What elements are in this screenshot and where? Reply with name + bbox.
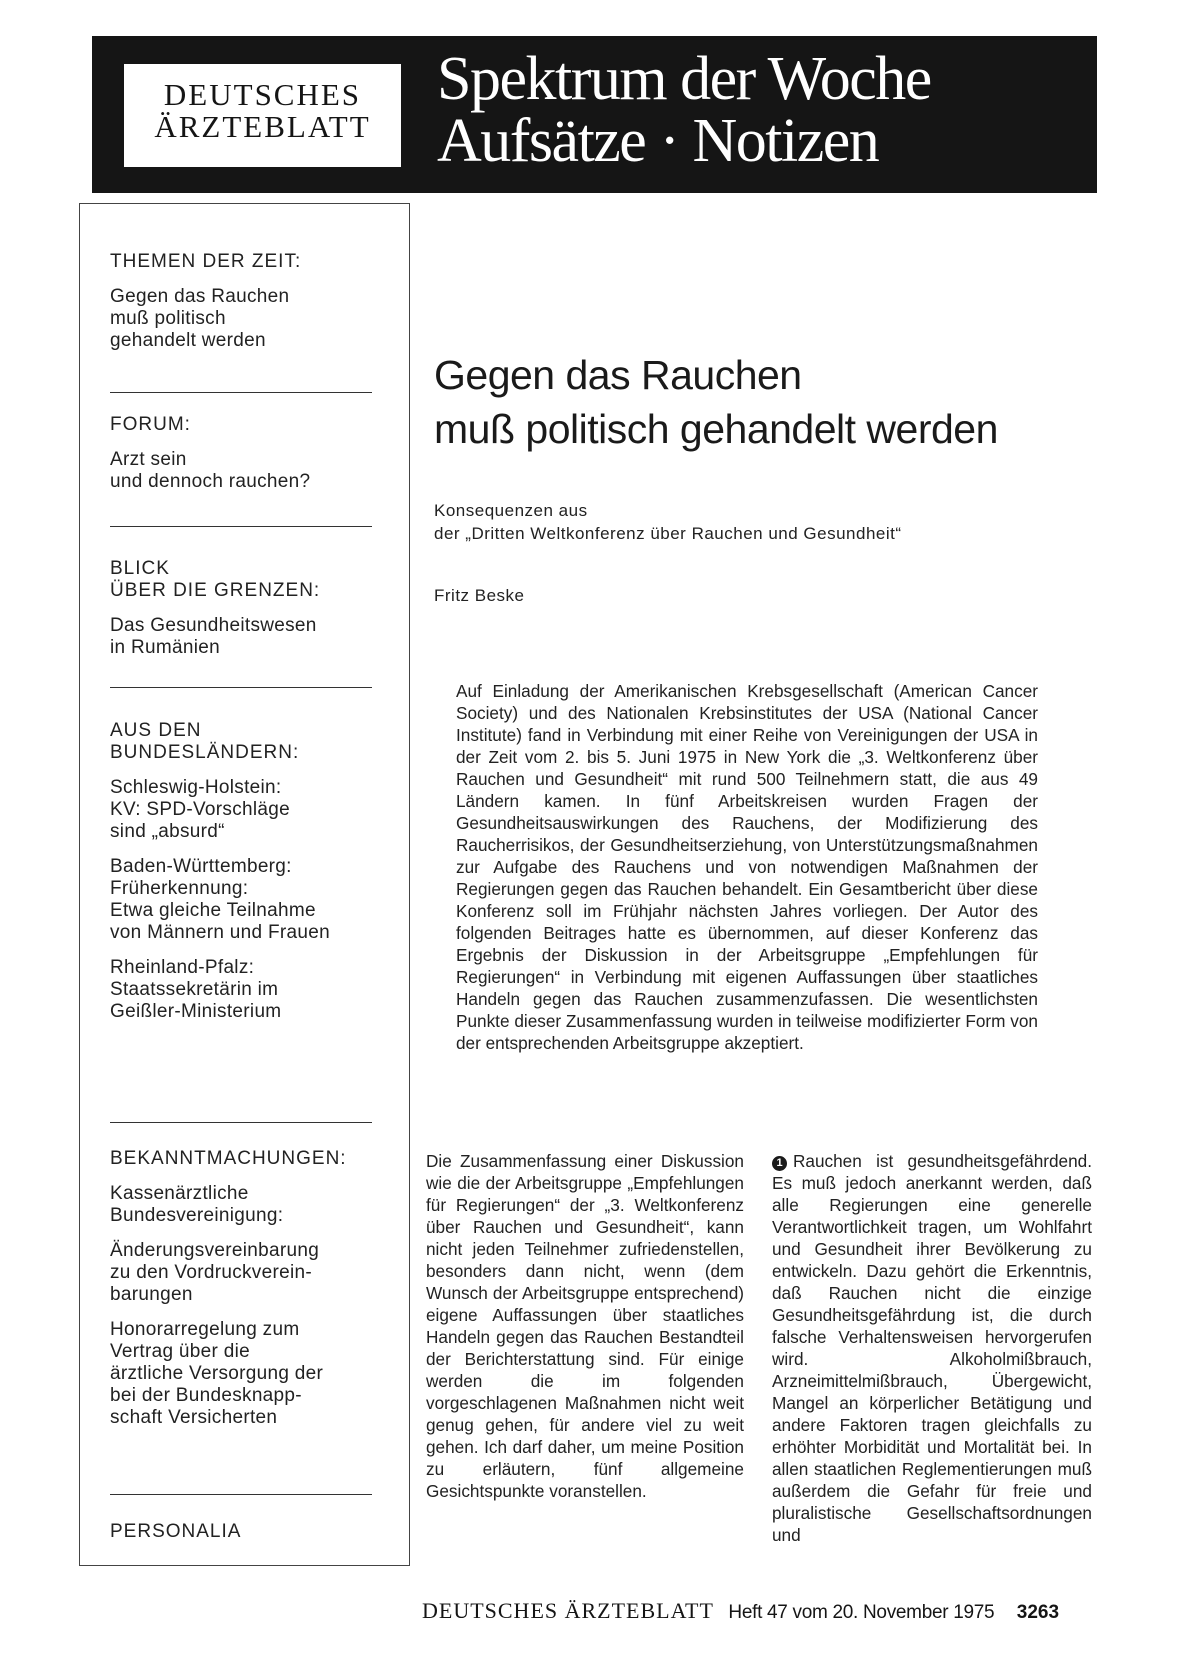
numbered-bullet-icon: 1	[772, 1156, 787, 1171]
sidebar-item[interactable]: Kassenärztliche Bundesvereinigung:	[110, 1183, 284, 1226]
masthead	[92, 36, 1097, 193]
sidebar-heading: BLICK ÜBER DIE GRENZEN:	[110, 558, 321, 601]
article-subtitle: Konsequenzen aus der „Dritten Weltkonferenz über Rauchen und Gesundheit“	[434, 501, 902, 543]
sidebar-section-forum	[110, 414, 400, 493]
article-abstract: Auf Einladung der Amerikanischen Krebsgesellschaft (American Cancer Society) und des Nationalen Krebsinstitutes der USA (National Cancer Institute) fand in Verbindung mit einer Reihe von Vereinigungen der USA in der Zeit vom 2. bis 5. Juni 1975 in New York die „3. Weltkonferenz über Rauchen und Gesundheit“ mit rund 500 Teilnehmern statt, die aus 49 Ländern kamen. In fünf Arbeitskreisen wurden Fragen der Gesundheitsauswirkungen des Rauchens, der Modifizierung des Raucherrisikos, der Gesundheitserziehung, von Unterstützungsmaßnahmen zur Aufgabe des Rauchens und von notwendigen Maßnahmen der Regierungen gegen das Rauchen behandelt. Ein Gesamtbericht über diese Konferenz soll im Frühjahr nächsten Jahres vorliegen. Der Autor des folgenden Beitrages hatte es übernommen, auf dieser Konferenz das Ergebnis der Diskussion in der Arbeitsgruppe „Empfehlungen für Regierungen“ in Verbindung mit eigenen Auffassungen über staatliches Handeln gegen das Rauchen zusammenzufassen. Die wesentlichsten Punkte dieser Zusammenfassung wurden in teilweise modifizierter Form von der entsprechenden Arbeitsgruppe akzeptiert.	[456, 681, 1038, 1053]
footer-brand: DEUTSCHES ÄRZTEBLATT	[422, 1598, 714, 1623]
sidebar-divider	[110, 526, 372, 527]
sidebar-item[interactable]: Schleswig-Holstein: KV: SPD-Vorschläge sind „absurd“	[110, 777, 290, 842]
contents-sidebar	[79, 203, 410, 1566]
section-title-line-2: Aufsätze · Notizen	[437, 107, 879, 175]
section-title-line-1: Spektrum der Woche	[437, 45, 931, 113]
footer-issue: Heft 47 vom 20. November 1975	[728, 1602, 995, 1623]
sidebar-section-blick	[110, 558, 400, 659]
sidebar-item[interactable]: Das Gesundheitswesen in Rumänien	[110, 615, 317, 658]
sidebar-section-bekanntmachungen	[110, 1148, 400, 1429]
sidebar-item[interactable]: Gegen das Rauchen muß politisch gehandelt werden	[110, 286, 290, 351]
logo-line-1: DEUTSCHES	[163, 77, 362, 112]
article-author: Fritz Beske	[434, 586, 525, 605]
sidebar-divider	[110, 687, 372, 688]
sidebar-heading: BEKANNTMACHUNGEN:	[110, 1148, 347, 1169]
sidebar-divider	[110, 1122, 372, 1123]
sidebar-divider	[110, 1494, 372, 1495]
article-column-1: Die Zusammenfassung einer Diskussion wie die der Arbeitsgruppe „Empfehlungen für Regierungen“ der „3. Weltkonferenz über Rauchen und Gesundheit“, kann nicht jeden Teilnehmer zufriedenstellen, besonders dann nicht, wenn (dem Wunsch der Arbeitsgruppe entsprechend) eigene Auffassungen über staatliches Handeln gegen das Rauchen Bestandteil der Berichterstattung sind. Für einige werden die im folgenden vorgeschlagenen Maßnahmen nicht weit genug gehen, für andere viel zu weit gehen. Ich darf daher, um meine Position zu erläutern, fünf allgemeine Gesichtspunkte voranstellen.	[426, 1151, 744, 1501]
article-column-2-text: Rauchen ist gesundheitsgefährdend. Es muß jedoch anerkannt werden, daß alle Regierungen eine generelle Verantwortlichkeit tragen, um Wohlfahrt und Gesundheit ihrer Bevölkerung zu entwickeln. Dazu gehört die Erkenntnis, daß Rauchen nicht die einzige Gesundheitsgefährdung ist, die durch falsche Verhaltensweisen hervorgerufen wird. Alkoholmißbrauch, Arzneimittelmißbrauch, Übergewicht, Mangel an körperlicher Betätigung und andere Faktoren tragen gleichfalls zu erhöhter Morbidität und Mortalität bei. In allen staatlichen Reglementierungen muß außerdem die Gefahr für freie und pluralistische Gesellschaftsordnungen und	[772, 1151, 1092, 1545]
article-column-2	[772, 1150, 1092, 1546]
sidebar-item[interactable]: Baden-Württemberg: Früherkennung: Etwa gleiche Teilnahme von Männern und Frauen	[110, 856, 330, 943]
sidebar-item[interactable]: Rheinland-Pfalz: Staatssekretärin im Geißler-Ministerium	[110, 957, 282, 1022]
section-title	[437, 45, 931, 175]
sidebar-item[interactable]: Arzt sein und dennoch rauchen?	[110, 449, 311, 492]
sidebar-heading: FORUM:	[110, 414, 191, 435]
page-number: 3263	[1016, 1602, 1060, 1623]
sidebar-section-themen	[110, 251, 400, 352]
publication-logo	[124, 64, 401, 167]
page-footer	[422, 1598, 1059, 1624]
sidebar-heading: THEMEN DER ZEIT:	[110, 251, 302, 272]
sidebar-divider	[110, 392, 372, 393]
logo-line-2: ÄRZTEBLATT	[154, 109, 371, 144]
sidebar-heading[interactable]: PERSONALIA	[110, 1521, 242, 1542]
sidebar-heading: AUS DEN BUNDESLÄNDERN:	[110, 720, 300, 763]
sidebar-item[interactable]: Honorarregelung zum Vertrag über die ärztliche Versorgung der bei der Bundesknapp- schaft Versicherten	[110, 1319, 324, 1428]
sidebar-item[interactable]: Änderungsvereinbarung zu den Vordruckverein- barungen	[110, 1240, 320, 1305]
sidebar-section-bundeslaender	[110, 720, 400, 1023]
sidebar-section-personalia	[110, 1521, 400, 1543]
article-title: Gegen das Rauchen muß politisch gehandelt werden	[434, 352, 998, 452]
